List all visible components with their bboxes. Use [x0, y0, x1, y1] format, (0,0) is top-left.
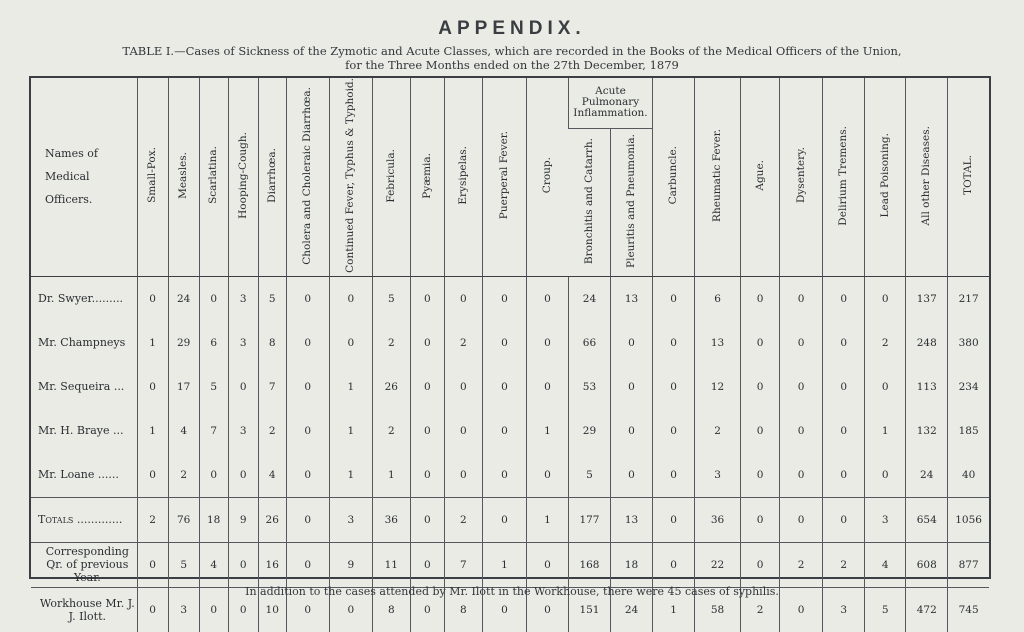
value-cell: 0: [526, 321, 568, 365]
value-cell: 76: [168, 497, 199, 542]
value-cell: 0: [199, 276, 228, 321]
value-cell: 0: [653, 365, 695, 409]
value-cell: 0: [137, 542, 168, 587]
value-cell: 1: [329, 409, 372, 453]
value-cell: 3: [228, 409, 258, 453]
value-cell: 0: [410, 321, 444, 365]
value-cell: 0: [610, 409, 652, 453]
column-header-0: [137, 78, 168, 276]
table-row: [31, 542, 989, 587]
value-cell: 0: [653, 409, 695, 453]
column-header-after-5: [865, 78, 906, 276]
value-cell: 6: [695, 276, 741, 321]
value-cell: 0: [823, 276, 865, 321]
column-header-9-label: Erysipelas.: [456, 146, 469, 205]
officer-name-cell: Mr. H. Braye ...: [38, 424, 124, 438]
value-cell: 11: [372, 542, 410, 587]
table-row: [31, 321, 989, 365]
column-header-after-6: [906, 78, 948, 276]
value-cell: 29: [568, 409, 610, 453]
value-cell: 0: [137, 453, 168, 498]
column-header-10: [482, 78, 526, 276]
value-cell: 5: [568, 453, 610, 498]
officer-name-cell: Corresponding Qr. of previous Year.: [31, 542, 137, 587]
caption-line-1: TABLE I.—Cases of Sickness of the Zymotic and Acute Classes, which are recorded in the Books of the Medical Officers of the Union,: [122, 44, 902, 58]
value-cell: 0: [780, 453, 823, 498]
column-header-after-0: [653, 78, 695, 276]
acute-column-header-1-label: Pleuritis and Pneumonia.: [625, 133, 637, 268]
value-cell: 0: [610, 321, 652, 365]
value-cell: 3: [228, 276, 258, 321]
value-cell: 0: [286, 276, 329, 321]
officer-name-cell: Dr. Swyer.........: [38, 292, 124, 306]
value-cell: 2: [444, 321, 482, 365]
value-cell: 168: [568, 542, 610, 587]
table-row: [31, 497, 989, 542]
value-cell: 3: [695, 453, 741, 498]
value-cell: 0: [865, 276, 906, 321]
column-header-5: [286, 78, 329, 276]
value-cell: 3: [168, 587, 199, 632]
value-cell: 1: [137, 321, 168, 365]
table-row: [31, 409, 989, 453]
value-cell: 18: [610, 542, 652, 587]
value-cell: 1: [137, 409, 168, 453]
column-header-8: [410, 78, 444, 276]
value-cell: 0: [199, 587, 228, 632]
value-cell: 0: [482, 276, 526, 321]
value-cell: 8: [258, 321, 286, 365]
value-cell: 0: [526, 453, 568, 498]
value-cell: 0: [228, 365, 258, 409]
value-cell: 58: [695, 587, 741, 632]
value-cell: 0: [228, 453, 258, 498]
value-cell: 13: [610, 276, 652, 321]
value-cell: 472: [906, 587, 948, 632]
column-header-11-label: Croup.: [540, 157, 553, 194]
value-cell: 2: [780, 542, 823, 587]
column-header-after-1: [695, 78, 741, 276]
value-cell: 0: [410, 542, 444, 587]
column-header-4-label: Diarrhœa.: [265, 148, 278, 203]
value-cell: 9: [228, 497, 258, 542]
value-cell: 2: [823, 542, 865, 587]
value-cell: 0: [137, 365, 168, 409]
column-header-10-label: Puerperal Fever.: [497, 131, 510, 220]
value-cell: 5: [372, 276, 410, 321]
value-cell: 0: [526, 365, 568, 409]
column-header-11: [526, 78, 568, 276]
caption-line-2: for the Three Months ended on the 27th December, 1879: [345, 58, 679, 72]
value-cell: 0: [444, 409, 482, 453]
value-cell: 13: [695, 321, 741, 365]
value-cell: 26: [258, 497, 286, 542]
value-cell: 0: [482, 365, 526, 409]
officer-name-cell: Workhouse Mr. J. J. Ilott.: [31, 587, 137, 632]
value-cell: 17: [168, 365, 199, 409]
value-cell: 0: [653, 453, 695, 498]
value-cell: 0: [865, 365, 906, 409]
value-cell: 4: [199, 542, 228, 587]
value-cell: 0: [482, 409, 526, 453]
column-header-after-1-label: Rheumatic Fever.: [711, 128, 724, 222]
page-title: APPENDIX.: [438, 18, 586, 39]
value-cell: 36: [372, 497, 410, 542]
value-cell: 0: [410, 497, 444, 542]
table-body: [31, 276, 989, 632]
value-cell: 7: [444, 542, 482, 587]
value-cell: 0: [780, 587, 823, 632]
value-cell: 36: [695, 497, 741, 542]
value-cell: 1: [653, 587, 695, 632]
value-cell: 0: [137, 276, 168, 321]
value-cell: 151: [568, 587, 610, 632]
value-cell: 0: [653, 497, 695, 542]
value-cell: 0: [823, 321, 865, 365]
value-cell: 0: [410, 453, 444, 498]
value-cell: 0: [741, 497, 780, 542]
column-header-after-7: [948, 78, 989, 276]
value-cell: 3: [865, 497, 906, 542]
value-cell: 0: [741, 409, 780, 453]
value-cell: 0: [482, 587, 526, 632]
value-cell: 1: [526, 409, 568, 453]
value-cell: 4: [258, 453, 286, 498]
officer-name-cell: Mr. Champneys: [38, 336, 126, 350]
value-cell: 0: [444, 453, 482, 498]
officer-name-cell: Mr. Loane ......: [38, 468, 119, 482]
value-cell: 7: [258, 365, 286, 409]
value-cell: 24: [168, 276, 199, 321]
value-cell: 0: [329, 587, 372, 632]
value-cell: 654: [906, 497, 948, 542]
value-cell: 0: [780, 365, 823, 409]
value-cell: 2: [137, 497, 168, 542]
value-cell: 0: [653, 321, 695, 365]
acute-column-header-1: [610, 128, 652, 276]
column-header-9: [444, 78, 482, 276]
value-cell: 2: [258, 409, 286, 453]
column-header-after-5-label: Lead Poisoning.: [878, 133, 891, 218]
table-head: [31, 78, 989, 276]
column-header-2: [199, 78, 228, 276]
officer-name-cell: Totals .............: [31, 497, 137, 542]
value-cell: 185: [948, 409, 989, 453]
value-cell: 5: [865, 587, 906, 632]
value-cell: 1056: [948, 497, 989, 542]
acute-column-header-0-label: Bronchitis and Catarrh.: [582, 137, 595, 264]
value-cell: 16: [258, 542, 286, 587]
acute-pulmonary-group-header: Acute Pulmonary Inflammation.: [568, 78, 652, 128]
value-cell: 1: [526, 497, 568, 542]
value-cell: 0: [653, 542, 695, 587]
value-cell: 0: [228, 542, 258, 587]
value-cell: 1: [482, 542, 526, 587]
value-cell: 18: [199, 497, 228, 542]
value-cell: 234: [948, 365, 989, 409]
column-header-after-2: [741, 78, 780, 276]
value-cell: 22: [695, 542, 741, 587]
table-caption: [60, 44, 964, 72]
names-column-header: [31, 78, 137, 276]
value-cell: 2: [741, 587, 780, 632]
value-cell: 0: [410, 409, 444, 453]
value-cell: 0: [482, 497, 526, 542]
value-cell: 0: [286, 587, 329, 632]
value-cell: 0: [741, 542, 780, 587]
value-cell: 7: [199, 409, 228, 453]
value-cell: 2: [865, 321, 906, 365]
value-cell: 0: [199, 453, 228, 498]
value-cell: 5: [168, 542, 199, 587]
value-cell: 6: [199, 321, 228, 365]
value-cell: 1: [865, 409, 906, 453]
column-header-3-label: Hooping-Cough.: [236, 132, 249, 219]
column-header-7-label: Febricula.: [384, 148, 397, 203]
column-header-5-label: Cholera and Choleraic Diarrhœa.: [301, 86, 314, 265]
value-cell: 0: [780, 409, 823, 453]
value-cell: 0: [741, 321, 780, 365]
value-cell: 0: [286, 409, 329, 453]
column-header-0-label: Small-Pox.: [146, 147, 159, 204]
value-cell: 0: [526, 542, 568, 587]
value-cell: 0: [286, 365, 329, 409]
names-header-label: Names of Medical Officers.: [45, 147, 98, 207]
column-header-6: [329, 78, 372, 276]
value-cell: 248: [906, 321, 948, 365]
column-header-after-0-label: Carbuncle.: [667, 146, 680, 205]
value-cell: 0: [410, 587, 444, 632]
value-cell: 0: [444, 365, 482, 409]
value-cell: 0: [780, 276, 823, 321]
value-cell: 0: [823, 365, 865, 409]
value-cell: 24: [568, 276, 610, 321]
value-cell: 132: [906, 409, 948, 453]
value-cell: 177: [568, 497, 610, 542]
value-cell: 0: [286, 542, 329, 587]
acute-column-header-0: [568, 128, 610, 276]
value-cell: 24: [610, 587, 652, 632]
value-cell: 608: [906, 542, 948, 587]
value-cell: 9: [329, 542, 372, 587]
value-cell: 0: [410, 365, 444, 409]
value-cell: 3: [329, 497, 372, 542]
value-cell: 2: [372, 321, 410, 365]
value-cell: 40: [948, 453, 989, 498]
value-cell: 2: [695, 409, 741, 453]
value-cell: 4: [865, 542, 906, 587]
officer-name-cell: Mr. Sequeira ...: [38, 380, 125, 394]
value-cell: 0: [610, 453, 652, 498]
table-row: [31, 276, 989, 321]
value-cell: 0: [286, 321, 329, 365]
value-cell: 745: [948, 587, 989, 632]
value-cell: 0: [823, 409, 865, 453]
column-header-after-2-label: Ague.: [753, 160, 766, 191]
value-cell: 0: [286, 453, 329, 498]
value-cell: 3: [228, 321, 258, 365]
column-header-after-3-label: Dysentery.: [794, 147, 807, 204]
value-cell: 0: [865, 453, 906, 498]
value-cell: 8: [372, 587, 410, 632]
value-cell: 877: [948, 542, 989, 587]
column-header-3: [228, 78, 258, 276]
value-cell: 0: [823, 453, 865, 498]
value-cell: 0: [653, 276, 695, 321]
value-cell: 66: [568, 321, 610, 365]
value-cell: 0: [329, 321, 372, 365]
value-cell: 0: [286, 497, 329, 542]
value-cell: 29: [168, 321, 199, 365]
column-header-after-3: [780, 78, 823, 276]
value-cell: 1: [329, 365, 372, 409]
sickness-table: [31, 78, 989, 632]
value-cell: 3: [823, 587, 865, 632]
value-cell: 0: [741, 276, 780, 321]
column-header-4: [258, 78, 286, 276]
value-cell: 217: [948, 276, 989, 321]
column-header-after-7-label: TOTAL.: [962, 155, 975, 196]
value-cell: 5: [199, 365, 228, 409]
value-cell: 24: [906, 453, 948, 498]
value-cell: 113: [906, 365, 948, 409]
value-cell: 10: [258, 587, 286, 632]
value-cell: 137: [906, 276, 948, 321]
value-cell: 0: [137, 587, 168, 632]
value-cell: 0: [610, 365, 652, 409]
value-cell: 0: [526, 276, 568, 321]
value-cell: 2: [168, 453, 199, 498]
value-cell: 0: [780, 321, 823, 365]
column-header-2-label: Scarlatina.: [207, 146, 220, 205]
value-cell: 53: [568, 365, 610, 409]
value-cell: 0: [444, 276, 482, 321]
value-cell: 1: [372, 453, 410, 498]
value-cell: 26: [372, 365, 410, 409]
value-cell: 0: [780, 497, 823, 542]
value-cell: 4: [168, 409, 199, 453]
value-cell: 0: [823, 497, 865, 542]
value-cell: 0: [228, 587, 258, 632]
value-cell: 0: [741, 453, 780, 498]
value-cell: 2: [444, 497, 482, 542]
value-cell: 13: [610, 497, 652, 542]
value-cell: 0: [329, 276, 372, 321]
column-header-1: [168, 78, 199, 276]
value-cell: 0: [482, 453, 526, 498]
column-header-8-label: Pyæmia.: [420, 152, 433, 199]
value-cell: 0: [482, 321, 526, 365]
column-header-after-4: [823, 78, 865, 276]
column-header-1-label: Measles.: [177, 151, 190, 199]
value-cell: 0: [410, 276, 444, 321]
table-row: [31, 453, 989, 498]
value-cell: 5: [258, 276, 286, 321]
value-cell: 12: [695, 365, 741, 409]
value-cell: 2: [372, 409, 410, 453]
value-cell: 0: [741, 365, 780, 409]
column-header-7: [372, 78, 410, 276]
value-cell: 1: [329, 453, 372, 498]
column-header-6-label: Continued Fever, Typhus & Typhoid.: [344, 78, 357, 273]
value-cell: 8: [444, 587, 482, 632]
table-row: [31, 365, 989, 409]
footnote: In addition to the cases attended by Mr. Ilott in the Workhouse, there were 45 cases of syphilis.: [245, 585, 779, 598]
column-header-after-4-label: Delirium Tremens.: [837, 125, 850, 226]
value-cell: 380: [948, 321, 989, 365]
value-cell: 0: [526, 587, 568, 632]
column-header-after-6-label: All other Diseases.: [920, 125, 933, 226]
